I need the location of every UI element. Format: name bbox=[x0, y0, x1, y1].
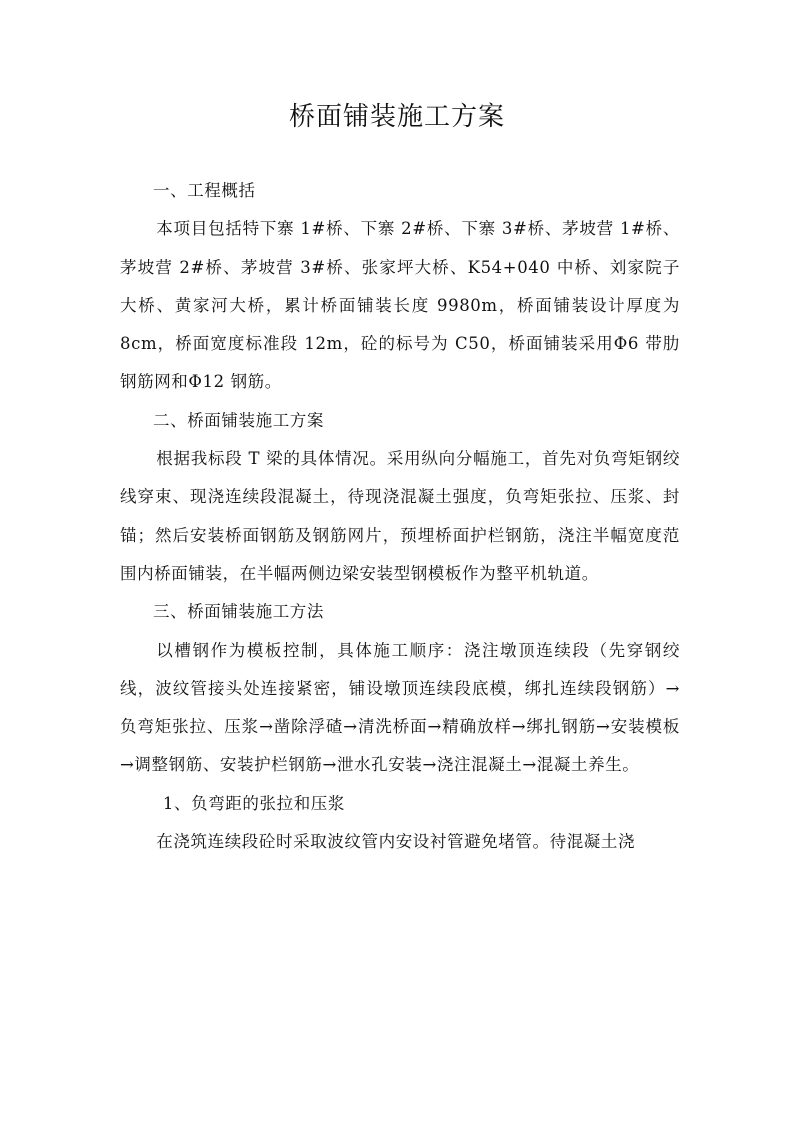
document-body bbox=[120, 172, 680, 861]
paragraph-overview: 本项目包括特下寨 1#桥、下寨 2#桥、下寨 3#桥、茅坡营 1#桥、茅坡营 2#桥、茅坡营 3#桥、张家坪大桥、K54+040 中桥、刘家院子大桥、黄家河大桥，累计桥面铺装长度 9980m，桥面铺装设计厚度为8cm，桥面宽度标准段 12m，砼的标号为 C50，桥面铺装采用Φ6 带肋钢筋网和Φ12 钢筋。 bbox=[120, 219, 680, 392]
document-title: 桥面铺装施工方案 bbox=[288, 102, 505, 132]
subsection-heading-tensioning: 1、负弯距的张拉和压浆 bbox=[162, 793, 345, 813]
paragraph-construction-method: 以槽钢作为模板控制，具体施工顺序：浇注墩顶连续段（先穿钢绞线，波纹管接头处连接紧密，铺设墩顶连续段底模，绑扎连续段钢筋）→负弯矩张拉、压浆→凿除浮碴→清洗桥面→精确放样→绑扎钢筋→安装模板→调整钢筋、安装护栏钢筋→泄水孔安装→浇注混凝土→混凝土养生。 bbox=[120, 640, 680, 775]
paragraph-construction-plan: 根据我标段 T 梁的具体情况。采用纵向分幅施工，首先对负弯矩钢绞线穿束、现浇连续段混凝土，待现浇混凝土强度，负弯矩张拉、压浆、封锚；然后安装桥面钢筋及钢筋网片，预埋桥面护栏钢筋，浇注半幅宽度范围内桥面铺装，在半幅两侧边梁安装型钢模板作为整平机轨道。 bbox=[120, 449, 680, 583]
paragraph-tensioning: 在浇筑连续段砼时采取波纹管内安设衬管避免堵管。待混凝土浇 bbox=[156, 832, 636, 852]
section-heading-construction-method: 三、桥面铺装施工方法 bbox=[153, 602, 324, 622]
section-heading-construction-plan: 二、桥面铺装施工方案 bbox=[153, 410, 324, 430]
section-heading-overview: 一、工程概括 bbox=[153, 181, 256, 200]
